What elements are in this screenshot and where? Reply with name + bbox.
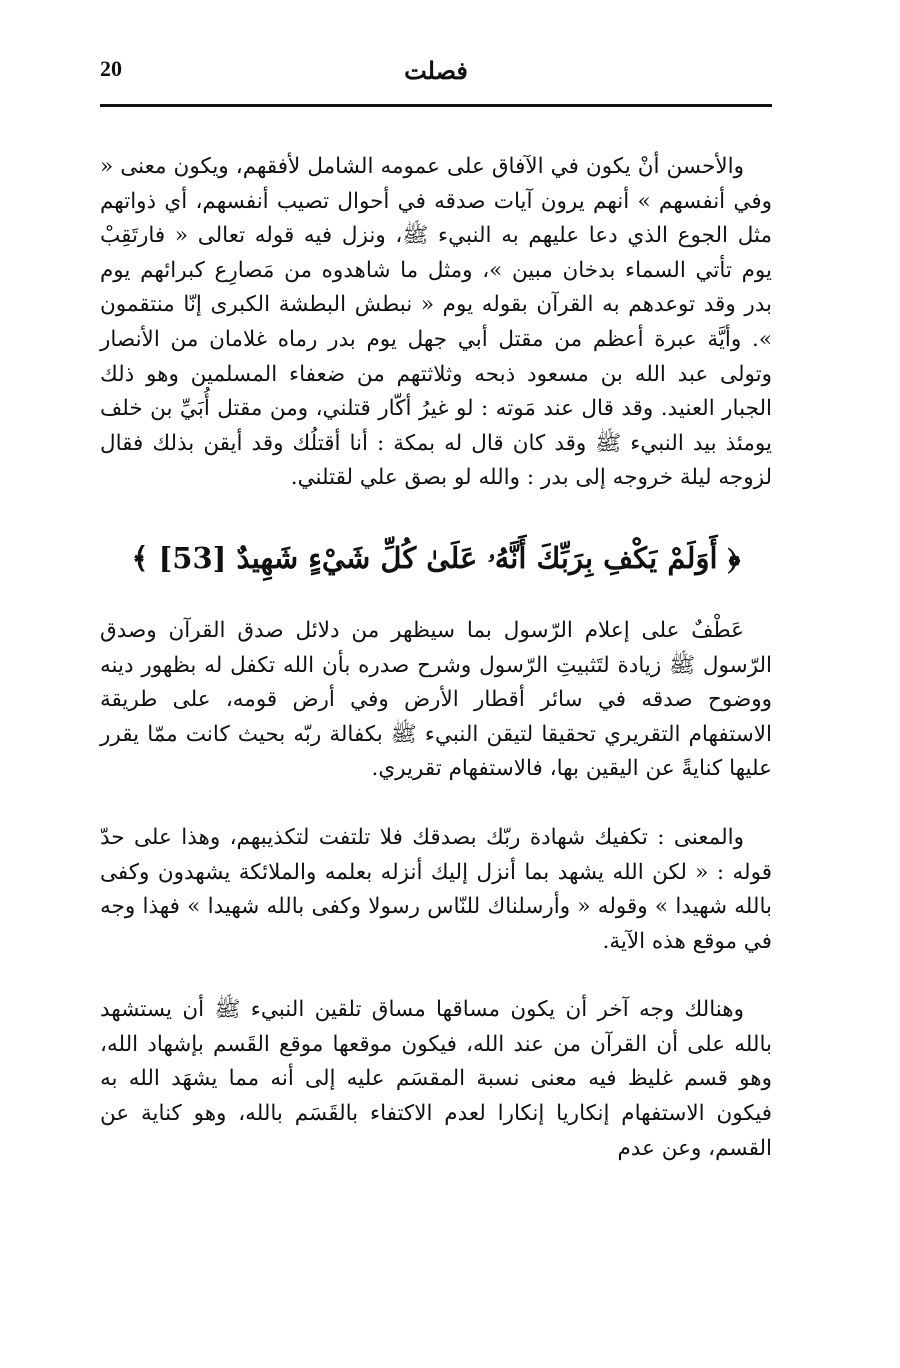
paragraph: عَطْفٌ على إعلام الرّسول بما سيظهر من دلائل صدق القرآن وصدق الرّسول ﷺ زيادة لتَثبيتِ الرّسول وشرح صدره بأن الله تكفل له بظهور دينه ووضوح صدقه في سائر أقطار الأرض وفي أرض قومه، على طريقة الاستفهام التقريري تحقيقا لتيقن النبيء ﷺ بكفالة ربّه بحيث كانت ممّا يقرر عليها كنايةً عن اليقين بها، فالاستفهام تقريري. bbox=[100, 617, 772, 782]
header-rule bbox=[100, 104, 772, 107]
running-head: فصلت bbox=[404, 56, 468, 85]
paragraph: والأحسن أنْ يكون في الآفاق على عمومه الشامل لأفقهم، ويكون معنى « وفي أنفسهم » أنهم يرون آيات صدقه في أحوال تصيب أنفسهم، أي ذواتهم مثل الجوع الذي دعا عليهم به النبيء ﷺ، ونزل فيه قوله تعالى « فارتَقِبْ يوم تأتي السماء بدخان مبين »، ومثل ما شاهدوه من مَصارِع كبرائهم يوم بدر وقد توعدهم به القرآن بقوله يوم « نبطش البطشة الكبرى إنّا منتقمون ». وأيَّة عبرة أعظم من مقتل أبي جهل يوم بدر رماه غلامان من الأنصار وتولى عبد الله بن مسعود ذبحه وثلاثتهم من ضعفاء المسلمين وهو ذلك الجبار العنيد. وقد قال عند مَوته : لو غيرُ أكّار قتلني، ومن مقتل أُبَيِّ بن خلف يومئذ بيد النبيء ﷺ وقد كان قال له بمكة : أنا أقتلُك وقد أيقن بذلك فقال لزوجه ليلة خروجه إلى بدر : والله لو بصق علي لقتلني. bbox=[100, 154, 772, 491]
page-number: 20 bbox=[100, 56, 122, 81]
quran-verse: ﴿ أَوَلَمْ يَكْفِ بِرَبِّكَ أَنَّهُۥ عَلَىٰ كُلِّ شَيْءٍ شَهِيدٌ [53] ﴾ bbox=[131, 540, 741, 575]
paragraph: والمعنى : تكفيك شهادة ربّك بصدقك فلا تلتفت لتكذيبهم، وهذا على حدّ قوله : « لكن الله يشهد بما أنزل إليك أنزله بعلمه والملائكة يشهدون وكفى بالله شهيدا » وقوله « وأرسلناك للنّاس رسولا وكفى بالله شهيدا » فهذا وجه في موقع هذه الآية. bbox=[100, 824, 772, 954]
page-body bbox=[100, 150, 772, 1166]
page-header bbox=[100, 52, 772, 102]
paragraph: وهنالك وجه آخر أن يكون مساقها مساق تلقين النبيء ﷺ أن يستشهد بالله على أن القرآن من عند الله، فيكون موقعها موقع القَسم بإشهاد الله، وهو قسم غليظ فيه معنى نسبة المقسَم عليه إلى أنه مما يشهَد الله به فيكون الاستفهام إنكاريا إنكارا لعدم الاكتفاء بالقَسَم بالله، وهو كناية عن القسم، وعن عدم bbox=[100, 997, 772, 1161]
